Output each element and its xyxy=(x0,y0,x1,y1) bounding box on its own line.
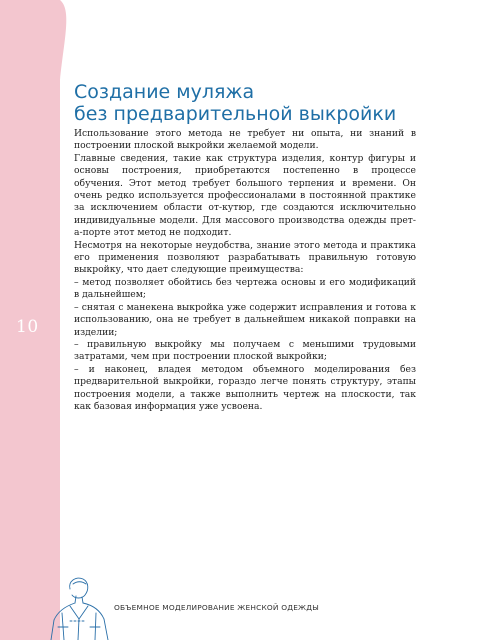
list-item: – метод позволяет обойтись без чертежа основы и его модификаций в дальнейшем; xyxy=(74,276,416,301)
page-number: 10 xyxy=(16,317,39,337)
paragraph: Использование этого метода не требует ни опыта, ни знаний в построении плоской выкройки желаемой модели. xyxy=(74,128,416,152)
list-item: – снятая с манекена выкройка уже содержит исправления и готова к использованию, она не требует в дальнейшем никакой поправки на изделии; xyxy=(74,301,416,338)
title-line-1: Создание муляжа xyxy=(74,80,255,103)
list-item: – правильную выкройку мы получаем с меньшими трудовыми затратами, чем при построении плоской выкройки; xyxy=(74,338,416,363)
paragraph: Несмотря на некоторые неудобства, знание этого метода и практика его применения позволяют разрабатывать правильную готовую выкройку, что дает следующие преимущества: xyxy=(74,239,416,276)
fashion-sketch-icon xyxy=(48,575,114,640)
title-line-2: без предварительной выкройки xyxy=(74,102,397,125)
list-item: – и наконец, владея методом объемного моделирования без предварительной выкройки, гораздо легче понять структуру, этапы построения модели, а также выполнить чертеж на плоскости, так как базовая информация уже усвоена. xyxy=(74,363,416,412)
paragraph: Главные сведения, такие как структура изделия, контур фигуры и основы построения, приобретаются постепенно в процессе обучения. Этот метод требует большого терпения и времени. Он очень редко используется профессионалами в постоянной практике за исключением области от-кутюр, где создаются исключительно индивидуальные модели. Для массового производства одежды прет-а-порте этот метод не подходит. xyxy=(74,152,416,239)
page-title xyxy=(74,81,454,125)
footer-title: ОБЪЕМНОЕ МОДЕЛИРОВАНИЕ ЖЕНСКОЙ ОДЕЖДЫ xyxy=(114,603,319,612)
body-text xyxy=(74,128,416,413)
